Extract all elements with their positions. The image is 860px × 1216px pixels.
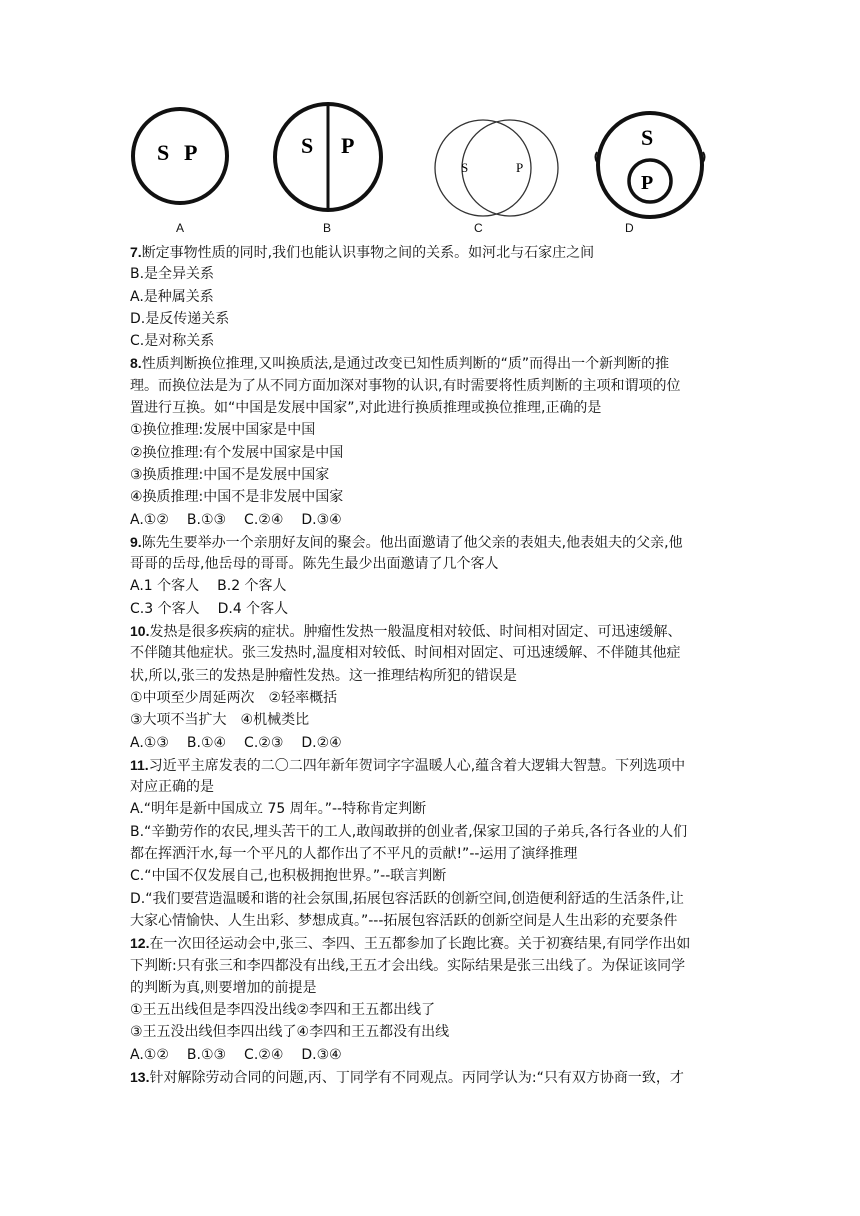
question-text-line [130, 776, 730, 798]
figure-b-p: P [341, 133, 355, 158]
question-text-line [130, 241, 730, 263]
question-text-line [130, 352, 730, 374]
choice-row [130, 509, 730, 531]
answer-line: ②换位推理:有个发展中国家是中国 [130, 444, 344, 461]
question-text: 哥哥的岳母,他岳母的哥哥。陈先生最少出面邀请了几个客人 [130, 556, 499, 573]
question-text-line [130, 620, 730, 642]
choice-option: C.②④ [244, 1046, 284, 1063]
figure-b-label: B [323, 221, 332, 235]
question-text: 断定事物性质的同时,我们也能认识事物之间的关系。如河北与石家庄之间 [141, 245, 595, 261]
question-text: 针对解除劳动合同的问题,丙、丁同学有不同观点。丙同学认为:“只有双方协商一致，才 [149, 1069, 684, 1086]
answer-line: 都在挥洒汗水,每一个平凡的人都作出了不平凡的贡献!”--运用了演绎推理 [130, 846, 578, 863]
answer-line: B.“辛勤劳作的农民,埋头苦干的工人,敢闯敢拼的创业者,保家卫国的子弟兵,各行各业的人们 [130, 823, 688, 840]
question-text: 性质判断换位推理,又叫换质法,是通过改变已知性质判断的“质”而得出一个新判断的推 [141, 356, 670, 373]
choice-option: C.②④ [244, 511, 284, 528]
question-number: 7. [130, 244, 142, 260]
question-text: 不伴随其他症状。张三发热时,温度相对较低、时间相对固定、可迅速缓解、不伴随其他症 [130, 645, 681, 662]
choice-row [130, 598, 730, 620]
question-text-line [130, 955, 730, 977]
figure-d-label: D [625, 221, 634, 235]
answer-line: 大家心情愉快、人生出彩、梦想成真。”---拓展包容活跃的创新空间是人生出彩的充要条件 [130, 912, 678, 929]
figure-d-s: S [641, 125, 654, 150]
answer-line: D.是反传递关系 [130, 310, 230, 327]
figure-a [133, 109, 227, 203]
answer-line: ③换质推理:中国不是发展中国家 [130, 466, 330, 483]
choice-row [130, 575, 730, 597]
answer-line: ①中项至少周延两次 ②轻率概括 [130, 689, 338, 706]
question-12 [130, 932, 730, 1066]
choice-option: D.4 个客人 [217, 600, 289, 617]
question-number: 13. [130, 1068, 150, 1085]
question-text-line [130, 754, 730, 776]
choice-row [130, 732, 730, 754]
question-text-line [130, 531, 730, 553]
question-7 [130, 241, 730, 352]
question-10 [130, 620, 730, 754]
question-text-line [130, 1066, 730, 1088]
question-9 [130, 531, 730, 620]
choice-option: A.①② [130, 511, 169, 528]
question-text-line [130, 977, 730, 999]
question-8 [130, 352, 730, 530]
choice-option: A.①③ [130, 734, 169, 751]
figure-a-s: S [157, 140, 170, 165]
question-text: 陈先生要举办一个亲朋好友间的聚会。他出面邀请了他父亲的表姐夫,他表姐夫的父亲,他 [141, 534, 683, 551]
answer-line: C.“中国不仅发展自己,也积极拥抱世界。”--联言判断 [130, 868, 447, 885]
figure-c-p: P [516, 160, 524, 175]
choice-option: D.③④ [301, 1046, 342, 1063]
venn-figures [0, 0, 860, 245]
answer-line: B.是全异关系 [130, 266, 215, 283]
question-number: 10. [130, 623, 150, 640]
question-text: 理。而换位法是为了从不同方面加深对事物的认识,有时需要将性质判断的主项和谓项的位 [130, 377, 681, 394]
answer-line: ③大项不当扩大 ④机械类比 [130, 712, 310, 729]
answer-line: ①换位推理:发展中国家是中国 [130, 422, 316, 439]
choice-option: D.③④ [301, 511, 342, 528]
choice-option: B.2 个客人 [217, 578, 287, 595]
figure-a-p: P [184, 140, 198, 165]
figure-b-s: S [301, 133, 314, 158]
question-text: 发热是很多疾病的症状。肿瘤性发热一般温度相对较低、时间相对固定、可迅速缓解、 [149, 624, 682, 641]
choice-option: B.①③ [186, 511, 227, 528]
answer-line: A.“明年是新中国成立 75 周年。”--特称肯定判断 [130, 801, 427, 818]
question-number: 8. [130, 355, 142, 372]
question-text: 状,所以,张三的发热是肿瘤性发热。这一推理结构所犯的错误是 [130, 667, 517, 684]
answer-line: D.“我们要营造温暖和谐的社会氛围,拓展包容活跃的创新空间,创造便利舒适的生活条件,让 [130, 890, 684, 907]
question-number: 12. [130, 935, 150, 952]
question-text-line [130, 553, 730, 575]
choice-row [130, 1044, 730, 1066]
question-text: 的判断为真,则要增加的前提是 [130, 979, 317, 996]
question-text: 在一次田径运动会中,张三、李四、王五都参加了长跑比赛。关于初赛结果,有同学作出如 [149, 936, 691, 953]
question-text-line [130, 665, 730, 687]
question-13 [130, 1066, 730, 1088]
figure-c-label: C [474, 221, 483, 235]
answer-line: C.是对称关系 [130, 333, 215, 350]
figure-a-label: A [176, 221, 185, 235]
choice-option: A.①② [130, 1046, 169, 1063]
figure-c [435, 120, 558, 216]
question-text: 下判断:只有张三和李四都没有出线,王五才会出线。实际结果是张三出线了。为保证该同学 [130, 957, 686, 974]
answer-line: ④换质推理:中国不是非发展中国家 [130, 489, 344, 506]
question-number: 9. [130, 533, 142, 550]
answer-line: ①王五出线但是李四没出线②李四和王五都出线了 [130, 1002, 436, 1019]
figure-c-s: S [461, 160, 469, 175]
figure-b [275, 104, 381, 210]
question-list [130, 241, 730, 1088]
choice-option: B.①④ [186, 734, 227, 751]
question-text-line [130, 642, 730, 664]
question-text: 置进行互换。如“中国是发展中国家”,对此进行换质推理或换位推理,正确的是 [130, 400, 602, 417]
question-text-line [130, 375, 730, 397]
choice-option: A.1 个客人 [130, 578, 200, 595]
question-11 [130, 754, 730, 932]
question-text: 习近平主席发表的二〇二四年新年贺词字字温暖人心,蕴含着大逻辑大智慧。下列选项中 [148, 757, 686, 774]
choice-option: B.①③ [186, 1046, 227, 1063]
question-number: 11. [130, 756, 149, 773]
choice-option: C.3 个客人 [130, 600, 200, 617]
choice-option: C.②③ [244, 734, 284, 751]
question-text: 对应正确的是 [130, 779, 214, 796]
figure-d-p: P [641, 172, 654, 194]
figure-d [596, 113, 705, 217]
choice-option: D.②④ [301, 734, 342, 751]
question-text-line [130, 932, 730, 954]
answer-line: ③王五没出线但李四出线了④李四和王五都没有出线 [130, 1024, 450, 1041]
question-text-line [130, 397, 730, 419]
answer-line: A.是种属关系 [130, 288, 214, 305]
